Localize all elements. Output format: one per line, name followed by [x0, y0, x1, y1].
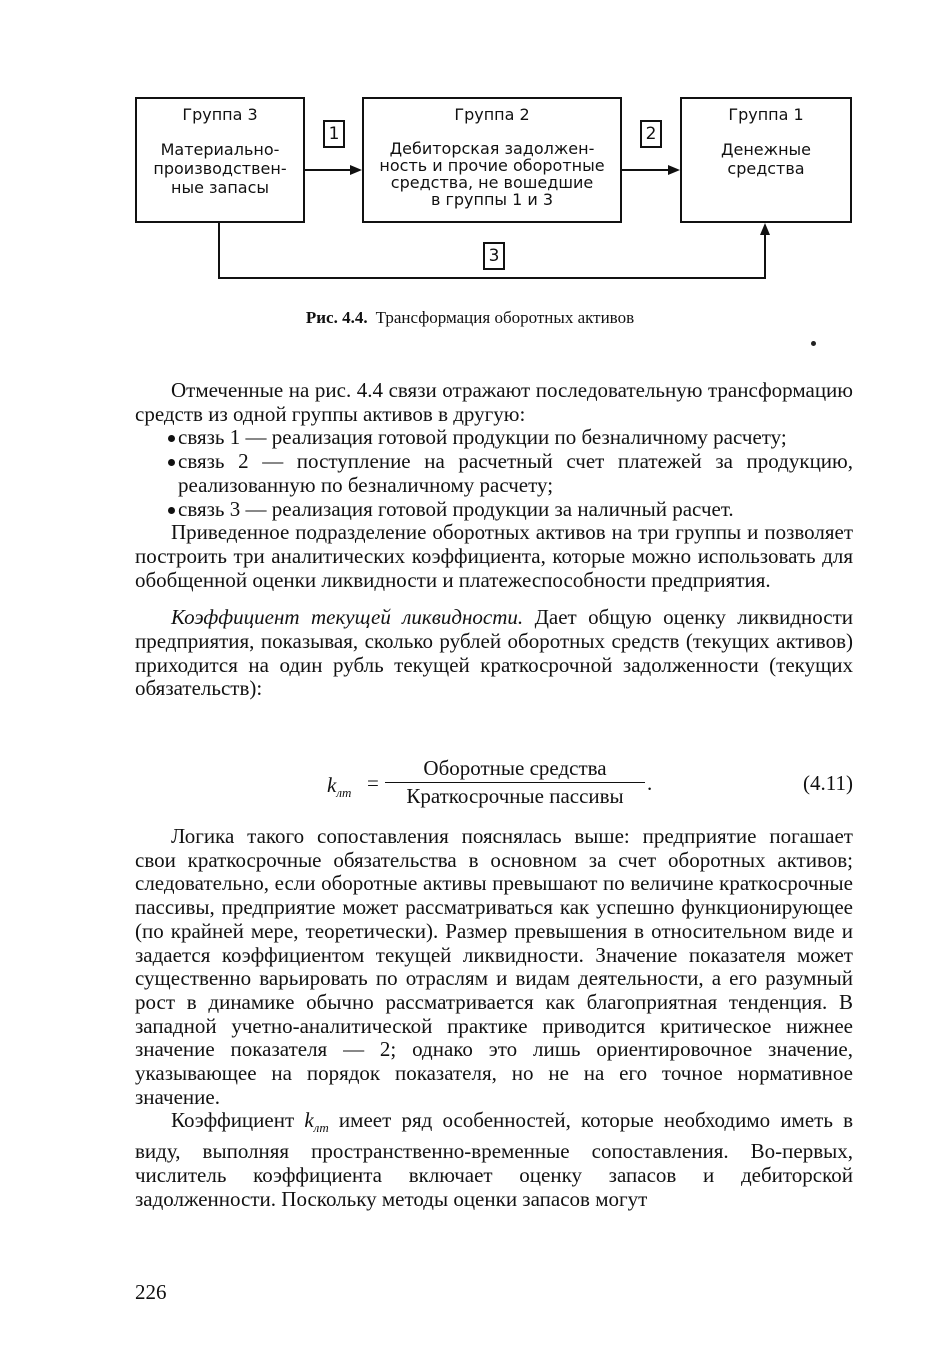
- asset-transformation-diagram: [0, 0, 940, 327]
- formula-numerator: Оборотные средства: [385, 755, 645, 783]
- formula-number: (4.11): [803, 771, 853, 795]
- arrow-head-1: [350, 165, 362, 175]
- group-2-title: Группа 2: [454, 105, 530, 124]
- list-item: связь 1 — реализация готовой продукции по безналичному расчету;: [135, 426, 853, 450]
- group-3-body: Материально- производствен- ные запасы: [153, 140, 287, 197]
- formula-4-11: [135, 755, 853, 817]
- logic-paragraph: Логика такого сопоставления пояснялась выше: предприятие погашает свои краткосрочные обязательства в основном за счет оборотных активов; следовательно, если оборотные активы превышают по величине краткосрочные пассивы, предприятие может рассматриваться как успешно функционирующее (по крайней мере, теоретически). Размер превышения в относительном виде и задается коэффициентом текущей ликвидности. Значение показателя может существенно варьировать по отраслям и видам деятельности, а его разумный рост в динамике обычно рассматривается как благоприятная тенденция. В западной учетно-аналитической практике приводится критическое нижнее значение показателя — 2; однако это лишь ориентировочное значение, указывающее на порядок показателя, но не на его точное нормативное значение.: [135, 824, 853, 1109]
- formula-period: .: [647, 771, 653, 795]
- current-ratio-term: Коэффициент текущей ликвидности.: [171, 605, 524, 630]
- formula-subscript: лт: [336, 785, 352, 801]
- features-paragraph-start: Коэффициент: [171, 1108, 295, 1133]
- group-3-title: Группа 3: [182, 105, 258, 124]
- features-paragraph: [135, 1109, 853, 1211]
- group-3-box: [135, 97, 305, 223]
- current-ratio-description: Дает общую оценку ликвидности предприятия, показывая, сколько рублей оборотных средств (текущих активов) приходится на один рубль текущей краткосрочной задолженности (текущих обязательств):: [135, 605, 854, 701]
- formula-lhs: [327, 773, 351, 801]
- current-ratio-paragraph: [135, 606, 853, 701]
- link-3-label: 3: [483, 242, 505, 270]
- formula-symbol: k: [327, 773, 337, 797]
- ratio-symbol-subscript: лт: [313, 1120, 329, 1136]
- print-speck: [811, 341, 816, 346]
- link-1-label: 1: [323, 120, 345, 148]
- ratio-symbol: k: [304, 1108, 314, 1133]
- group-2-body: Дебиторская задолжен- ность и прочие оборотные средства, не вошедшие в группы 1 и 3: [379, 139, 605, 209]
- list-item: связь 2 — поступление на расчетный счет платежей за продукцию, реализованную по безналичному расчету;: [135, 450, 853, 497]
- group-1-body: Денежные средства: [721, 140, 811, 178]
- arrow-head-2: [668, 165, 680, 175]
- text-block-upper: [135, 379, 853, 701]
- group-2-box: [362, 97, 622, 223]
- features-paragraph-rest: имеет ряд особенностей, которые необходимо иметь в виду, выполняя пространственно-временные сопоставления. Во-первых, числитель коэффициента включает оценку запасов и дебиторской задолженности. Поскольку методы оценки запасов могут: [135, 1108, 854, 1211]
- formula-denominator: Краткосрочные пассивы: [406, 784, 624, 808]
- figure-caption: [0, 308, 940, 328]
- text-block-lower: [135, 825, 853, 1211]
- group-1-title: Группа 1: [728, 105, 804, 124]
- link-list: [135, 426, 853, 521]
- figure-caption-text: Трансформация оборотных активов: [375, 308, 635, 327]
- formula-fraction: [385, 755, 645, 809]
- link-2-label: 2: [640, 120, 662, 148]
- page-number: 226: [135, 1280, 167, 1304]
- group-1-box: [680, 97, 852, 223]
- intro-paragraph: Отмеченные на рис. 4.4 связи отражают последовательную трансформацию средств из одной группы активов в другую:: [135, 378, 853, 426]
- formula-equals: =: [367, 771, 379, 795]
- figure-caption-number: Рис. 4.4.: [305, 308, 368, 327]
- list-item: связь 3 — реализация готовой продукции за наличный расчет.: [135, 498, 853, 522]
- arrow-head-3: [760, 223, 770, 235]
- division-paragraph: Приведенное подразделение оборотных активов на три группы и позволяет построить три аналитических коэффициента, которые можно использовать для обобщенной оценки ликвидности и платежеспособности предприятия.: [135, 520, 853, 592]
